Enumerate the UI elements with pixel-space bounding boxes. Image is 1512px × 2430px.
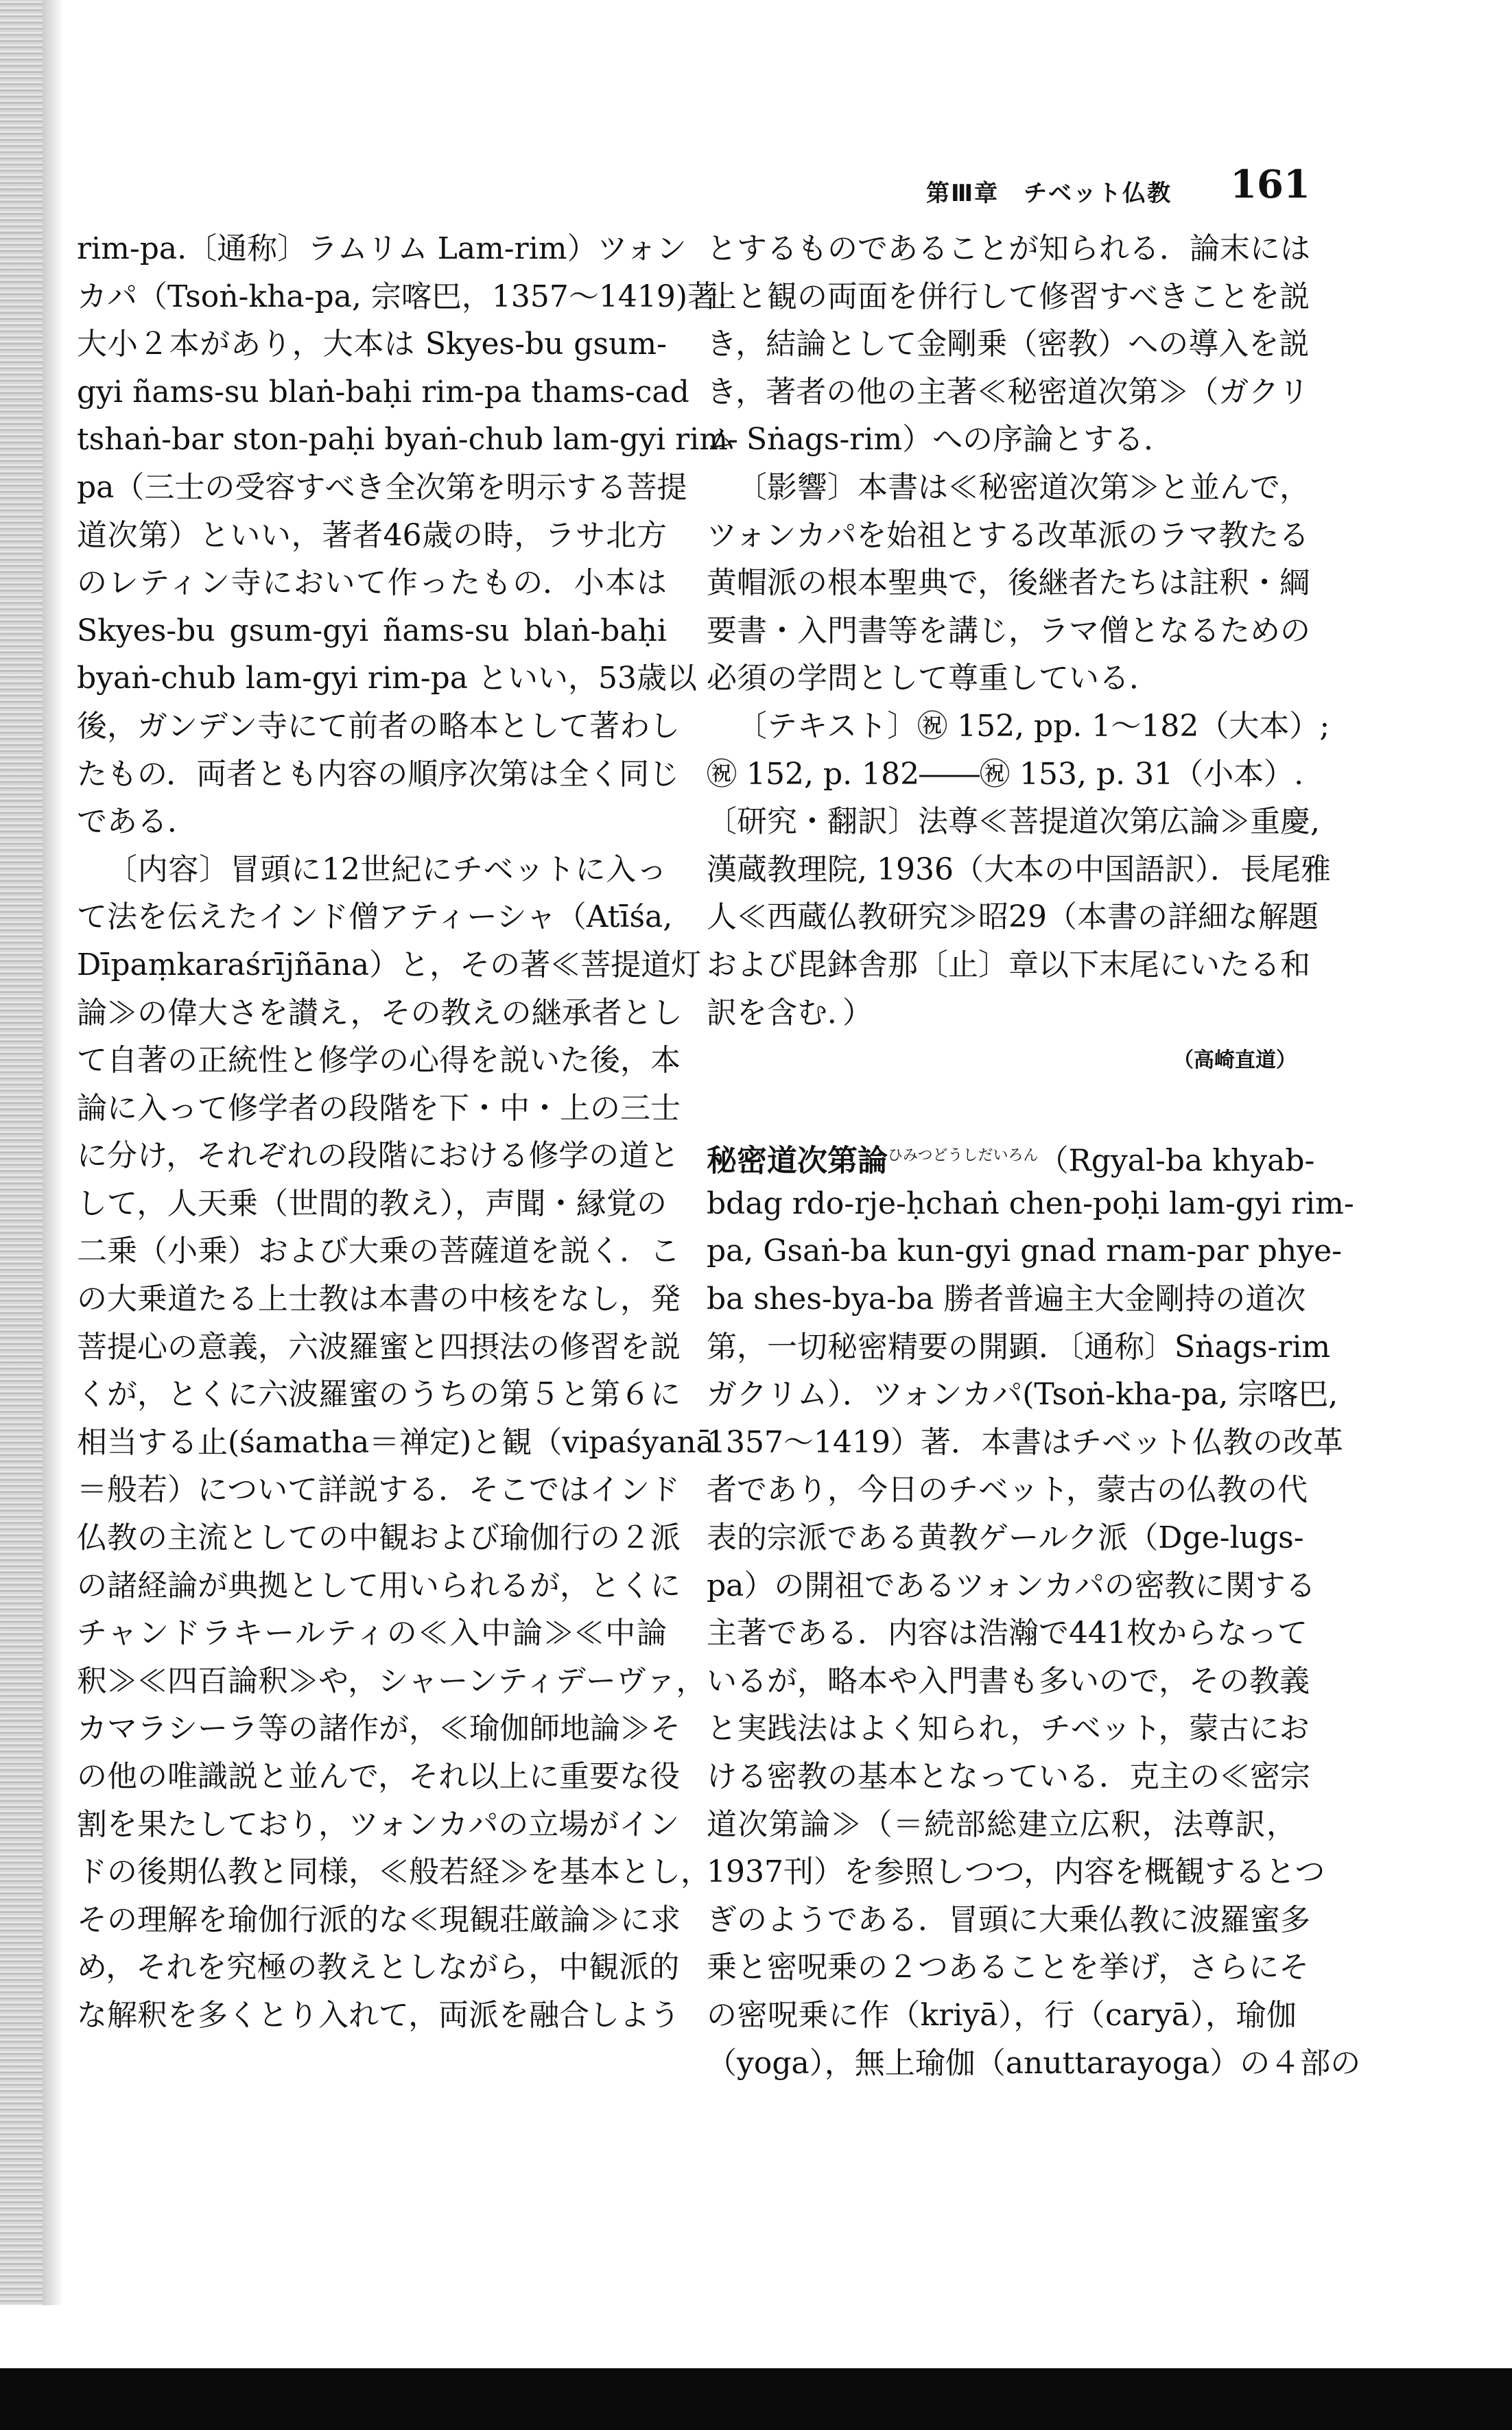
- text-line: 二乗（小乗）および大乗の菩薩道を説く．こ: [77, 1234, 681, 1269]
- text-line: 主著である．内容は浩瀚で441枚からなって: [707, 1616, 1308, 1651]
- page-gutter-shadow: [43, 0, 63, 2305]
- text-line: 乗と密呪乗の２つあることを挙げ，さらにそ: [707, 1950, 1310, 1985]
- text-line: byaṅ-chub lam-gyi rim-pa といい，53歳以: [77, 661, 697, 696]
- text-line: たもの．両者とも内容の順序次第は全く同じ: [77, 756, 680, 792]
- text-line: 止と観の両面を併行して修習すべきことを説: [707, 279, 1310, 314]
- section-text-start: 〔テキスト〕㊗ 152, pp. 1～182（大本）;: [737, 708, 1330, 744]
- text-line: め，それを究極の教えとしながら，中観派的: [77, 1950, 680, 1985]
- text-line: ム Sṅags-rim）への序論とする．: [707, 422, 1174, 458]
- text-line: 人≪西蔵仏教研究≫昭29（本書の詳細な解題: [707, 899, 1319, 935]
- text-line: 者であり，今日のチベット，蒙古の仏教の代: [707, 1472, 1308, 1508]
- text-line: 菩提心の意義，六波羅蜜と四摂法の修習を説: [77, 1329, 681, 1365]
- text-line: の諸経論が典拠として用いられるが，とくに: [77, 1568, 681, 1603]
- text-line: 黄帽派の根本聖典で，後継者たちは註釈・綱: [707, 565, 1310, 601]
- text-line: ＝般若）について詳説する．そこではインド: [77, 1472, 681, 1508]
- text-line: ける密教の基本となっている．克主の≪密宗: [707, 1759, 1310, 1794]
- text-line: き，著者の他の主著≪秘密道次第≫（ガクリ: [707, 374, 1310, 410]
- text-line: 要書・入門書等を講じ，ラマ僧となるための: [707, 613, 1310, 648]
- entry-first-line: [707, 1132, 1315, 1180]
- text-line: の他の唯識説と並んで，それ以上に重要な役: [77, 1759, 681, 1794]
- text-line: いるが，略本や入門書も多いので，その教義: [707, 1663, 1310, 1699]
- text-line: ㊗ 152, p. 182――㊗ 153, p. 31（小本）.: [707, 756, 1304, 792]
- text-line: ガクリム）．ツォンカパ(Tsoṅ-kha-pa, 宗喀巴,: [707, 1377, 1338, 1413]
- text-line: 必須の学問として尊重している．: [707, 661, 1159, 696]
- running-header: [926, 162, 1310, 217]
- text-line: である．: [77, 804, 198, 840]
- text-line: カパ（Tsoṅ-kha-pa, 宗喀巴，1357～1419)著.: [77, 279, 727, 314]
- text-line: チャンドラキールティの≪入中論≫≪中論: [77, 1616, 667, 1651]
- text-line: gyi ñams-su blaṅ-baḥi rim-pa thams-cad: [77, 374, 689, 410]
- text-line: 論≫の偉大さを讃え，その教えの継承者とし: [77, 995, 683, 1030]
- chapter-title: 第Ⅲ章 チベット仏教: [926, 180, 1172, 207]
- section-research-start: 〔研究・翻訳〕法尊≪菩提道次第広論≫重慶,: [707, 804, 1320, 840]
- text-line: 表的宗派である黄教ゲールク派（Dge-lugs-: [707, 1520, 1304, 1556]
- text-line: くが，とくに六波羅蜜のうちの第５と第６に: [77, 1377, 681, 1413]
- text-line: 漢蔵教理院, 1936（大本の中国語訳）．長尾雅: [707, 851, 1331, 887]
- text-line: tshaṅ-bar ston-paḥi byaṅ-chub lam-gyi rim-: [77, 422, 738, 458]
- text-line: 大小２本があり，大本は Skyes-bu gsum-: [77, 327, 667, 362]
- text-line: および毘鉢舎那〔止〕章以下末尾にいたる和: [707, 947, 1310, 982]
- text-line: 相当する止(śamatha＝禅定)と観（vipaśyanā: [77, 1424, 714, 1460]
- text-line: して，人天乗（世間的教え），声聞・縁覚の: [77, 1185, 667, 1221]
- text-line: カマラシーラ等の諸作が，≪瑜伽師地論≫そ: [77, 1711, 681, 1747]
- text-line: ドの後期仏教と同様，≪般若経≫を基本とし，: [77, 1854, 711, 1890]
- text-line: rim-pa.〔通称〕ラムリム Lam-rim）ツォン: [77, 231, 687, 266]
- section-content-start: 〔内容〕冒頭に12世紀にチベットに入っ: [107, 851, 667, 887]
- text-line: pa（三士の受容すべき全次第を明示する菩提: [77, 469, 687, 505]
- text-line: と実践法はよく知られ，チベット，蒙古にお: [707, 1711, 1310, 1747]
- text-line: き，結論として金剛乗（密教）への導入を説: [707, 327, 1310, 362]
- text-line: とするものであることが知られる．論末には: [707, 231, 1310, 266]
- text-line: 1937刊）を参照しつつ，内容を概観するとつ: [707, 1854, 1325, 1890]
- text-line: 訳を含む．）: [707, 995, 873, 1030]
- text-line: 道次第論≫（＝続部総建立広釈，法尊訳，: [707, 1806, 1297, 1842]
- text-line: 1357～1419）著．本書はチベット仏教の改革: [707, 1424, 1343, 1460]
- entry-first-line-text: （Rgyal-ba khyab-: [1038, 1143, 1315, 1179]
- text-line: 道次第）といい，著者46歳の時，ラサ北方: [77, 517, 667, 553]
- right-column: [707, 225, 1361, 2087]
- headword-reading: ひみつどうしだいろん: [888, 1147, 1039, 1165]
- author-signature: （高崎直道）: [1173, 1048, 1297, 1073]
- scanned-page-edge: [0, 0, 43, 2305]
- text-line: に分け，それぞれの段階における修学の道と: [77, 1138, 680, 1174]
- text-line: bdag rdo-rje-ḥchaṅ chen-poḥi lam-gyi rim-: [707, 1185, 1354, 1221]
- text-line: の密呪乗に作（kriyā），行（caryā），瑜伽: [707, 1997, 1297, 2033]
- scan-bottom-border: [0, 2368, 1512, 2430]
- text-line: て自著の正統性と修学の心得を説いた後，本: [77, 1043, 681, 1078]
- entry-headword: 秘密道次第論: [707, 1143, 888, 1179]
- page-number: 161: [1230, 162, 1310, 207]
- text-line: （yoga），無上瑜伽（anuttarayoga）の４部の: [707, 2045, 1361, 2081]
- text-line: ぎのようである．冒頭に大乗仏教に波羅蜜多: [707, 1902, 1310, 1937]
- text-line: 論に入って修学者の段階を下・中・上の三士: [77, 1090, 681, 1126]
- text-line: pa）の開祖であるツォンカパの密教に関する: [707, 1568, 1316, 1603]
- text-line: Skyes-bu gsum-gyi ñams-su blaṅ-baḥi: [77, 613, 667, 648]
- text-line: 仏教の主流としての中観および瑜伽行の２派: [77, 1520, 681, 1556]
- text-line: その理解を瑜伽行派的な≪現観荘厳論≫に求: [77, 1902, 681, 1937]
- text-line: ツォンカパを始祖とする改革派のラマ教たる: [707, 517, 1310, 553]
- text-line: な解釈を多くとり入れて，両派を融合しよう: [77, 1997, 681, 2033]
- text-line: Dīpaṃkaraśrījñāna）と，その著≪菩提道灯: [77, 947, 702, 982]
- text-line: のレティン寺において作ったもの．小本は: [77, 565, 667, 601]
- text-line: ba shes-bya-ba 勝者普遍主大金剛持の道次: [707, 1282, 1306, 1317]
- text-line: pa, Gsaṅ-ba kun-gyi gnad rnam-par phye-: [707, 1234, 1342, 1269]
- text-line: 釈≫≪四百論釈≫や，シャーンティデーヴァ，: [77, 1663, 707, 1699]
- text-line: 割を果たしており，ツォンカパの立場がイン: [77, 1806, 680, 1842]
- text-line: 第，一切秘密精要の開顕．〔通称〕Sṅags-rim: [707, 1329, 1331, 1365]
- text-line: 後，ガンデン寺にて前者の略本として著わし: [77, 708, 681, 744]
- left-column: [77, 225, 738, 2040]
- entry-separator: [707, 1085, 1297, 1133]
- section-influence-start: 〔影響〕本書は≪秘密道次第≫と並んで，: [737, 469, 1310, 505]
- text-line: の大乗道たる上士教は本書の中核をなし，発: [77, 1282, 681, 1317]
- text-line: て法を伝えたインド僧アティーシャ（Atīśa,: [77, 899, 673, 935]
